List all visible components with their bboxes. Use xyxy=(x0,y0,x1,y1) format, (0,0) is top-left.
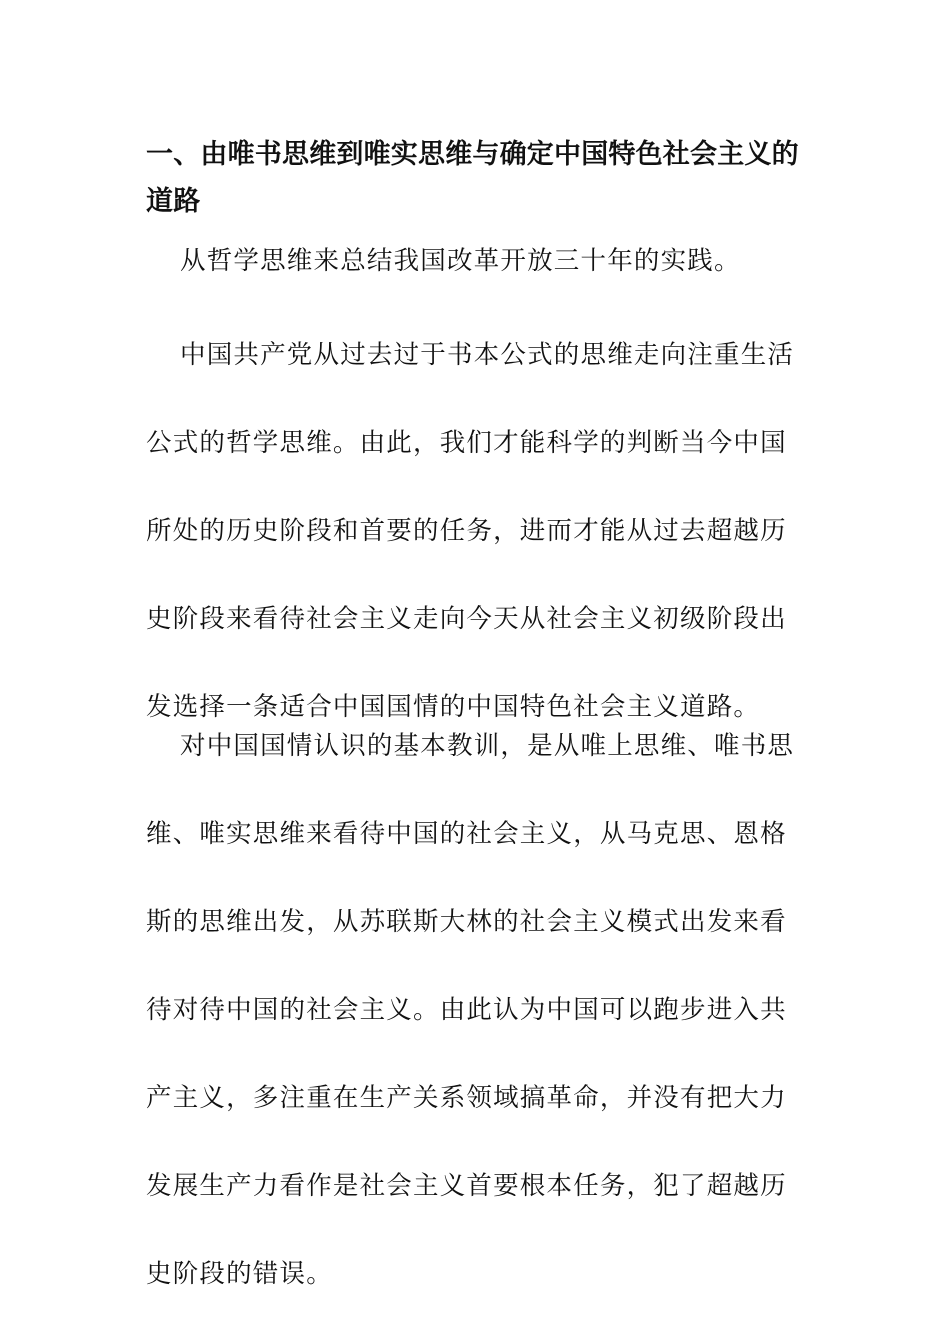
paragraph-thinking-shift: 中国共产党从过去过于书本公式的思维走向注重生活公式的哲学思维。由此，我们才能科学的判断当今中国所处的历史阶段和首要的任务，进而才能从过去超越历史阶段来看待社会主义走向今天从社会主义初级阶段出发选择一条适合中国国情的中国特色社会主义道路。 xyxy=(146,340,795,722)
paragraph-intro: 从哲学思维来总结我国改革开放三十年的实践。 xyxy=(180,246,741,276)
paragraph-lessons: 对中国国情认识的基本教训，是从唯上思维、唯书思维、唯实思维来看待中国的社会主义，从马克思、恩格斯的思维出发，从苏联斯大林的社会主义模式出发来看待对待中国的社会主义。由此认为中国可以跑步进入共产主义，多注重在生产关系领域搞革命，并没有把大力发展生产力看作是社会主义首要根本任务，犯了超越历史阶段的错误。 xyxy=(146,731,795,1289)
section-heading: 一、由唯书思维到唯实思维与确定中国特色社会主义的道路 xyxy=(146,139,799,217)
